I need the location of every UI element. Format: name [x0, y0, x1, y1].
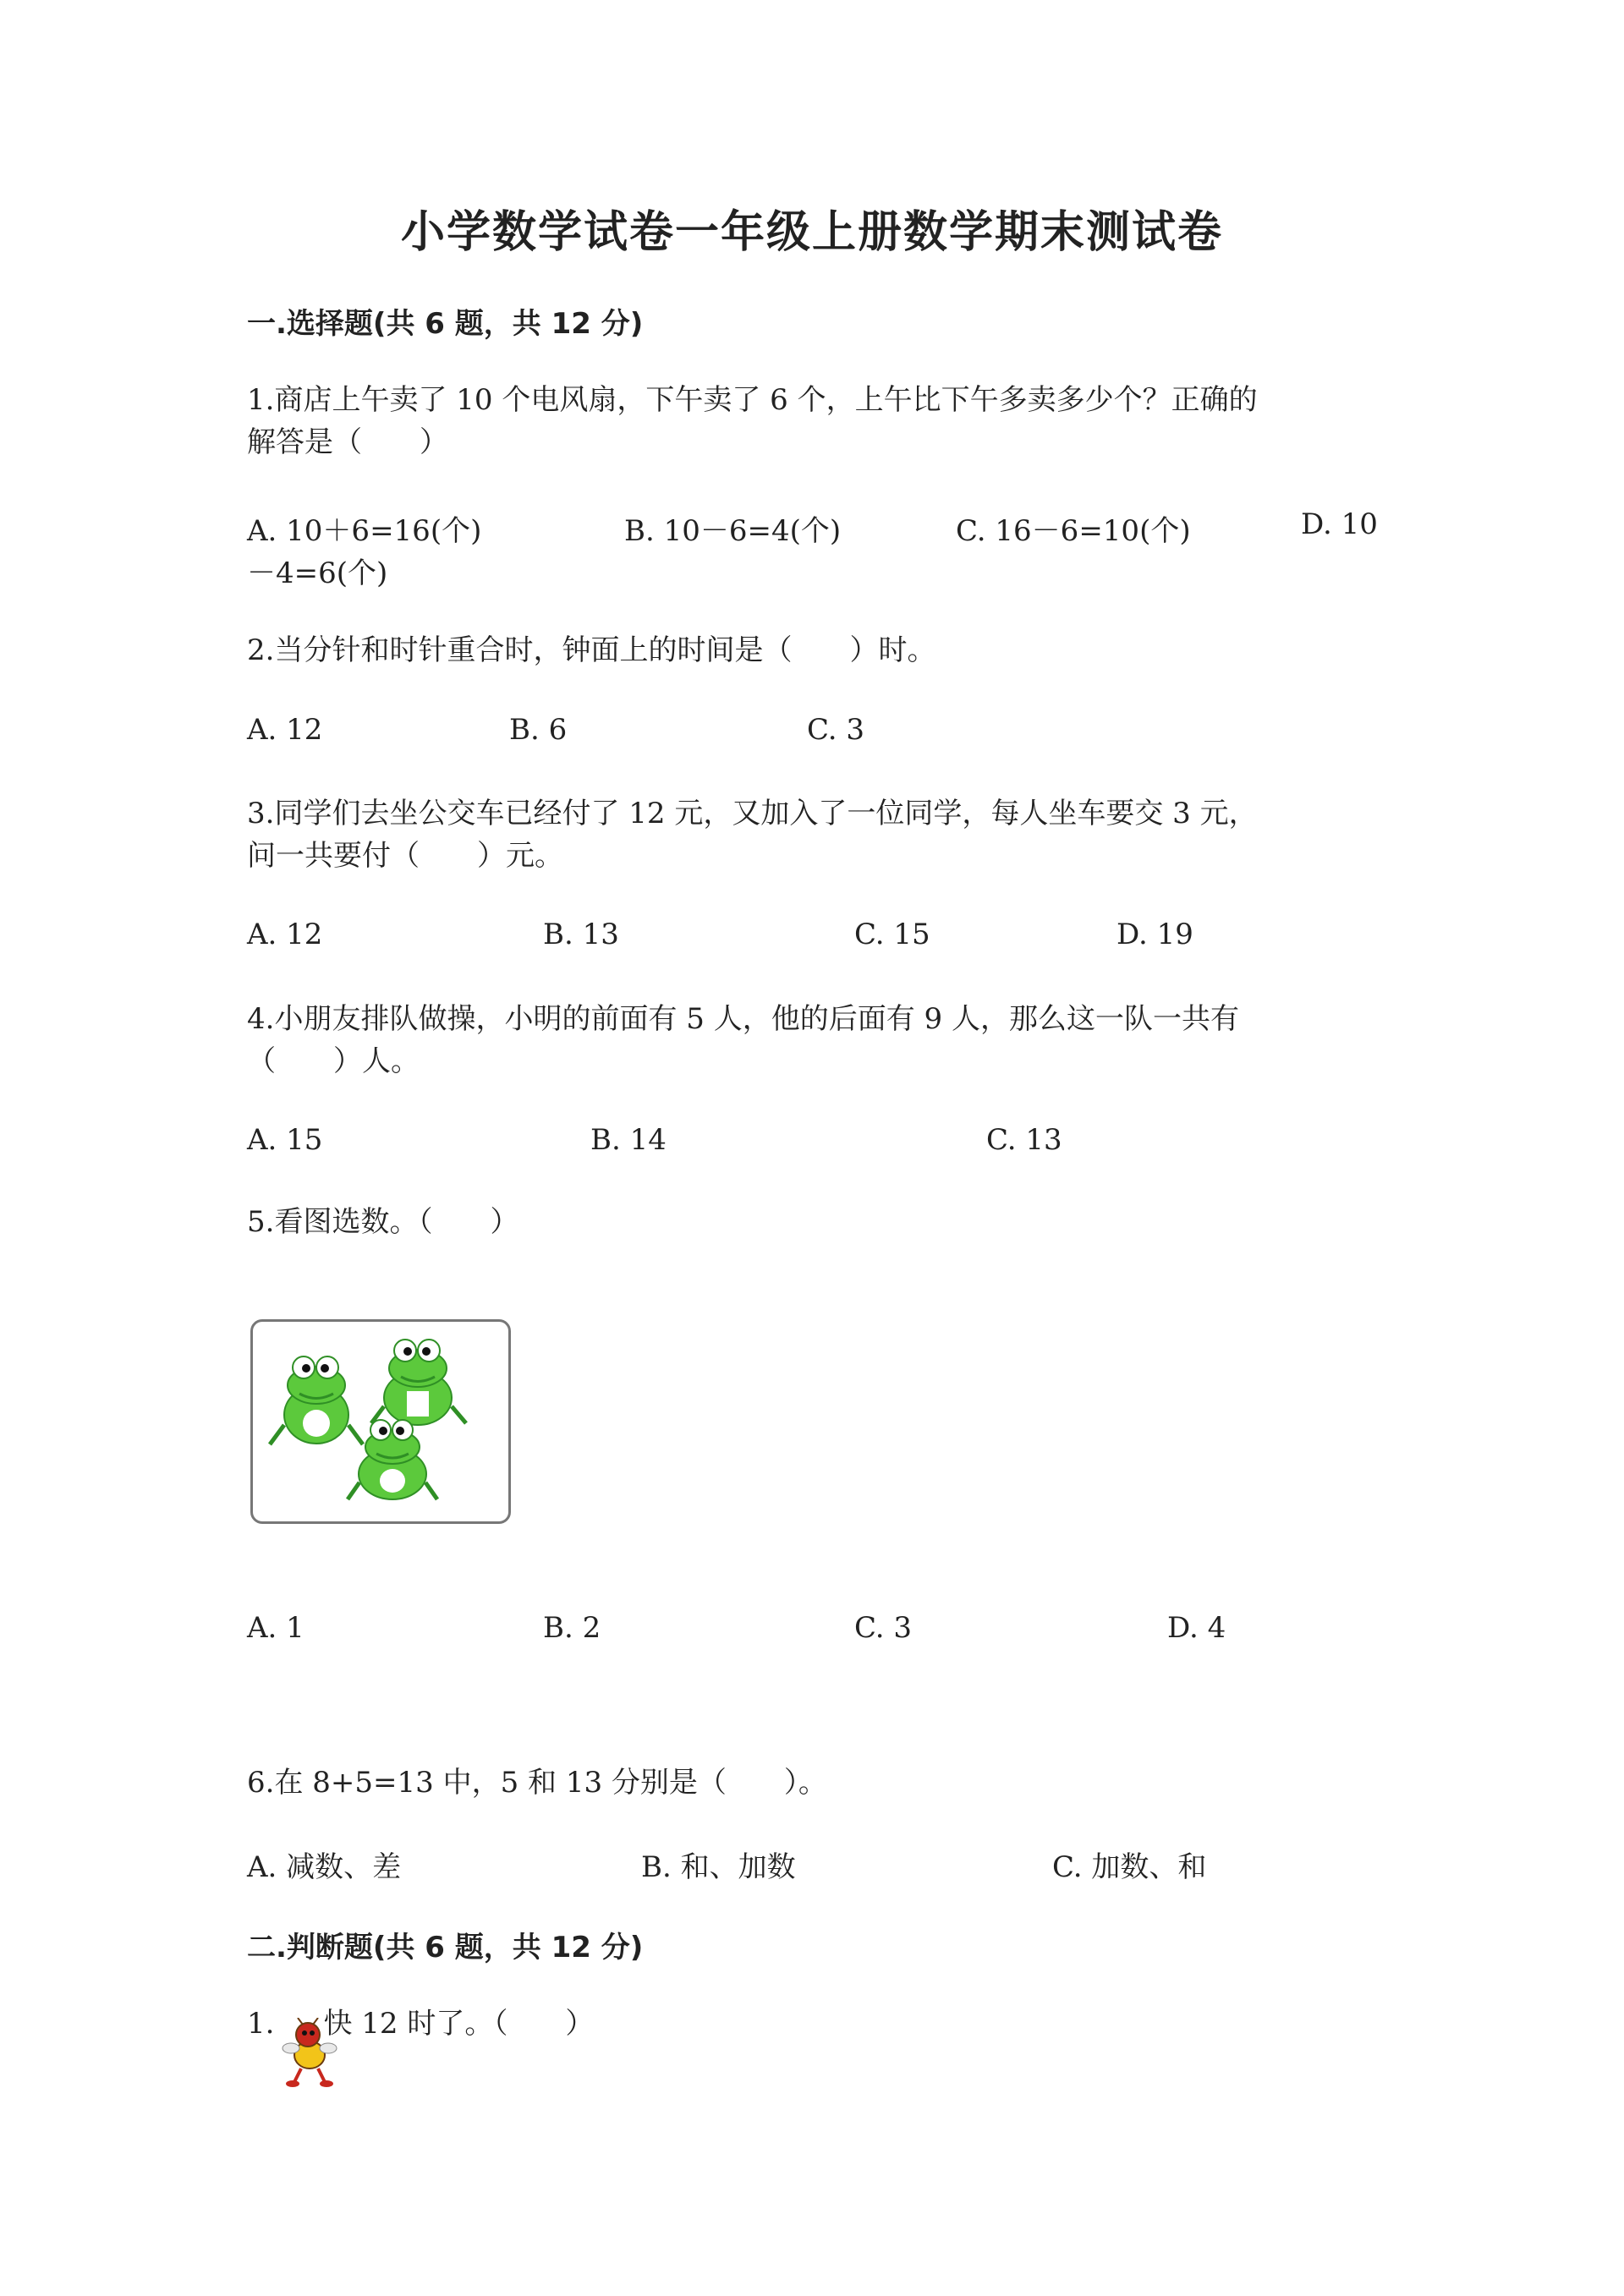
question-number: 6. [247, 1766, 275, 1800]
option-a: A. 1 [247, 1611, 304, 1645]
option-c: C. 3 [807, 713, 865, 747]
question-2 [247, 629, 1397, 671]
option-b: B. 和、加数 [641, 1850, 796, 1884]
option-b: B. 6 [509, 713, 568, 747]
option-a: A. 12 [247, 918, 323, 951]
question-text: 小朋友排队做操，小明的前面有 5 人，他的后面有 9 人，那么这一队一共有 [274, 1002, 1239, 1036]
frogs-illustration [253, 1322, 508, 1521]
page-title: 小学数学试卷一年级上册数学期末测试卷 [400, 207, 1223, 258]
question-number: 1. [247, 2007, 275, 2041]
option-c: C. 3 [854, 1611, 913, 1645]
frog-icon [270, 1356, 363, 1444]
question-1 [247, 379, 1397, 463]
section-heading-judge: 二.判断题(共 6 题，共 12 分) [247, 1931, 644, 1964]
frog-icon [348, 1420, 437, 1499]
option-d: D. 4 [1167, 1611, 1226, 1645]
question-5 [247, 1201, 1397, 1243]
question-text-cont: 解答是（ ） [247, 425, 448, 459]
frog-icon [371, 1340, 466, 1425]
option-c: C. 加数、和 [1052, 1850, 1207, 1884]
option-a: A. 15 [247, 1123, 323, 1157]
option-b: B. 14 [590, 1123, 667, 1157]
option-c: C. 15 [854, 918, 930, 951]
question-number: 5. [247, 1205, 275, 1239]
option-d: D. 10 [1301, 507, 1378, 541]
question-text: 当分针和时针重合时，钟面上的时间是（ ）时。 [274, 633, 936, 667]
question-4 [247, 998, 1397, 1082]
question-number: 4. [247, 1002, 275, 1036]
question-number: 3. [247, 797, 275, 830]
frogs-picture-frame [250, 1319, 511, 1524]
option-d: D. 19 [1116, 918, 1193, 951]
option-c: C. 16－6=10(个) [956, 514, 1191, 548]
section-heading-choice: 一.选择题(共 6 题，共 12 分) [247, 307, 644, 341]
question-text-cont: 问一共要付（ ）元。 [247, 839, 563, 873]
judge-question-1 [247, 2003, 1397, 2045]
cartoon-bee-icon [279, 2018, 338, 2089]
option-a: A. 减数、差 [247, 1850, 402, 1884]
question-text: 商店上午卖了 10 个电风扇，下午卖了 6 个，上午比下午多卖多少个？正确的 [274, 383, 1258, 417]
option-a: A. 12 [247, 713, 323, 747]
option-b: B. 10－6=4(个) [624, 514, 842, 548]
option-d-cont: －4=6(个) [247, 556, 388, 590]
option-c: C. 13 [986, 1123, 1062, 1157]
option-b: B. 2 [543, 1611, 601, 1645]
question-text: 快 12 时了。（ ） [323, 2007, 595, 2041]
question-text: 同学们去坐公交车已经付了 12 元，又加入了一位同学，每人坐车要交 3 元， [274, 797, 1258, 830]
question-text: 在 8+5=13 中，5 和 13 分别是（ ）。 [274, 1766, 827, 1800]
option-a: A. 10＋6=16(个) [247, 514, 482, 548]
question-6 [247, 1762, 1397, 1804]
question-3 [247, 792, 1397, 877]
option-b: B. 13 [543, 918, 619, 951]
question-text-cont: （ ）人。 [247, 1044, 420, 1078]
question-number: 1. [247, 383, 275, 417]
question-number: 2. [247, 633, 275, 667]
question-text: 看图选数。（ ） [274, 1205, 519, 1239]
